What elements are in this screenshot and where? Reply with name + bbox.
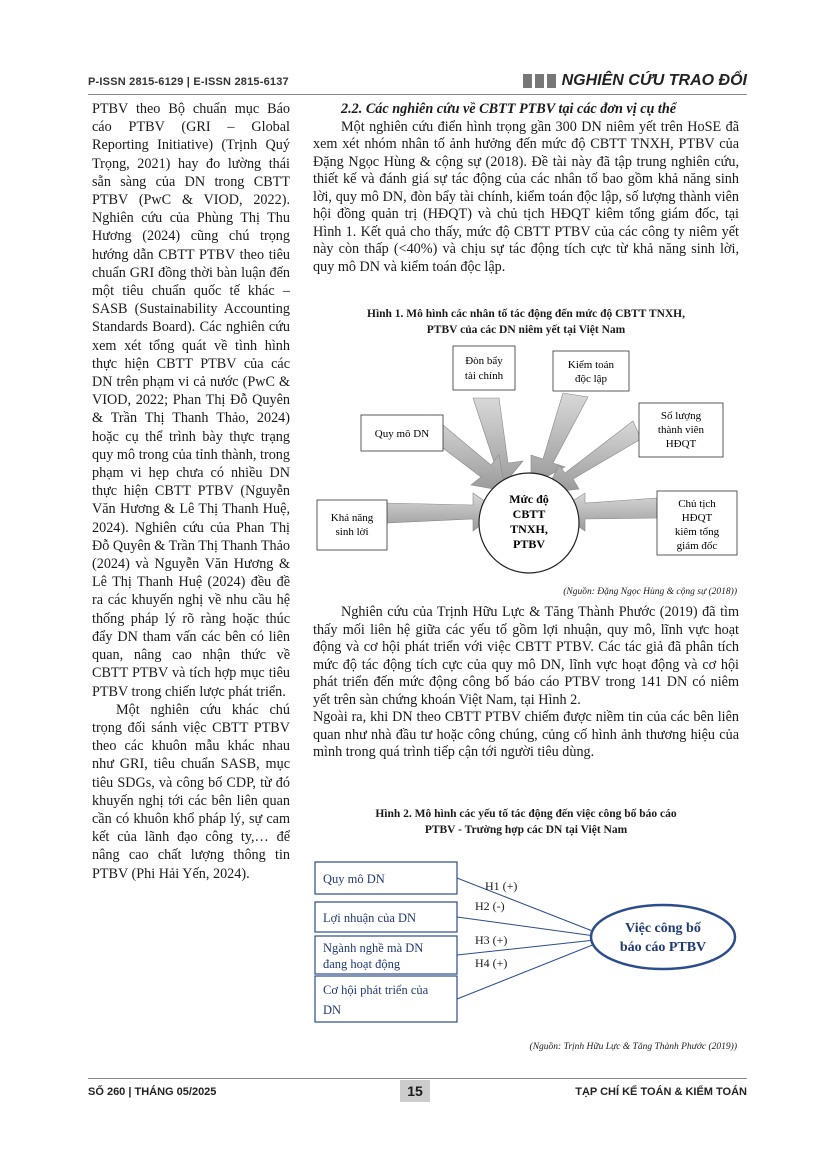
ceo-label-4: giám đốc (676, 540, 718, 552)
box-industry-label-2: đang hoạt động (323, 957, 401, 971)
box-growth-label-1: Cơ hội phát triển của (323, 983, 429, 997)
center-label-1: Mức độ (509, 492, 549, 506)
left-column (92, 100, 290, 883)
hypothesis-h2: H2 (-) (475, 899, 505, 913)
box-industry-label-1: Ngành nghề mà DN (323, 941, 424, 955)
figure1-diagram (313, 343, 743, 593)
figure2-caption-line1: Hình 2. Mô hình các yếu tố tác động đến việc công bố báo cáo (375, 808, 677, 820)
section-title: NGHIÊN CỨU TRAO ĐỔI (561, 72, 747, 89)
figure1-caption-line2: PTBV của các DN niêm yết tại Việt Nam (426, 324, 626, 336)
right-paragraph-3: Ngoài ra, khi DN theo CBTT PTBV chiếm được niềm tin của các bên liên quan như nhà đầu tư hoặc công chúng, củng cố hình ảnh thương hiệu của mình trong quá trình tiếp cận tới người tiêu dùng. (313, 709, 739, 760)
size-label: Quy mô DN (374, 428, 430, 440)
issn-header: P-ISSN 2815-6129 | E-ISSN 2815-6137 (88, 76, 289, 88)
outcome-label-1: Việc công bố (625, 921, 701, 936)
ceo-label-1: Chủ tịch (678, 498, 716, 510)
audit-label-1: Kiểm toán (567, 359, 615, 371)
center-label-4: PTBV (512, 537, 546, 551)
figure2-source: (Nguồn: Trịnh Hữu Lực & Tăng Thành Phước (2019)) (529, 1042, 737, 1052)
right-column-top (313, 101, 739, 276)
center-label-2: CBTT (512, 507, 546, 521)
ceo-label-3: kiêm tổng (674, 526, 720, 538)
right-column-middle (313, 604, 739, 762)
ceo-label-2: HĐQT (681, 512, 713, 524)
figure1-caption-line1: Hình 1. Mô hình các nhân tố tác động đến mức độ CBTT TNXH, (367, 308, 685, 320)
journal-name: TẠP CHÍ KẾ TOÁN & KIỂM TOÁN (575, 1086, 747, 1098)
header-divider (88, 94, 747, 95)
box-profit (317, 500, 387, 550)
outcome-label-2: báo cáo PTBV (619, 940, 707, 955)
audit-label-2: độc lập (574, 373, 608, 385)
box-audit (553, 351, 629, 391)
issue-info: SỐ 260 | THÁNG 05/2025 (88, 1086, 217, 1098)
hypothesis-h4: H4 (+) (475, 956, 508, 970)
hypothesis-h3: H3 (+) (475, 933, 508, 947)
board-label-2: thành viên (657, 424, 705, 436)
footer-divider (88, 1078, 747, 1079)
profit-label-2: sinh lời (335, 526, 369, 538)
profit-label-1: Khả năng (330, 512, 374, 524)
center-label-3: TNXH, (510, 522, 548, 536)
box-profit-label: Lợi nhuận của DN (323, 911, 417, 925)
board-label-3: HĐQT (665, 438, 697, 450)
page-number: 15 (400, 1080, 430, 1102)
outcome-ellipse (591, 905, 735, 969)
box-growth-label-2: DN (323, 1003, 342, 1017)
board-label-1: Số lượng (660, 410, 702, 422)
left-paragraph-2: Một nghiên cứu khác chú trọng đối sánh việc CBTT PTBV theo các khuôn mẫu khác nhau như GRI, tiêu chuẩn SASB, mục tiêu SDGs, và công bố CDP, từ đó khuyến nghị tới các bên liên quan cần có khuôn khổ pháp lý, sự cam kết của lãnh đạo công ty,… để nâng cao chất lượng thông tin PTBV (Phi Hải Yến, 2024). (92, 701, 290, 882)
section-header (523, 72, 747, 90)
left-paragraph-1: PTBV theo Bộ chuẩn mục Báo cáo PTBV (GRI – Global Reporting Initiative) (Trịnh Quý Trọng, 2021) hay đo lường thái sẵn sàng của DN trong CBTT PTBV (PwC & VIOD, 2022). Nghiên cứu của Phùng Thị Thu Hương (2024) cũng chú trọng hướng dẫn CBTT PTBV theo tiêu chuẩn GRI đồng thời bàn luận đến một tiêu chuẩn quốc tế khác – SASB (Sustainability Accounting Standards Board). Các nghiên cứu xem xét tổng quát về tình hình thực hiện CBTT PTBV của các DN trên phạm vi cả nước (PwC & VIOD, 2022; Phan Thị Đỗ Quyên & Trần Thị Thanh Thảo, 2024) hoặc cụ thể trình bày thực trạng quy mô trong của tỉnh thành, trong phạm vi hẹp chưa có nhiều DN thực hiện CBTT PTBV (Nguyễn Văn Hương & Lê Thị Thanh Huệ, 2024). Nghiên cứu của Phan Thị Đỗ Quyên & Trần Thị Thanh Thảo (2024) và Nguyễn Văn Hương & Lê Thị Thanh Huệ (2024) đều đề ra các khuyến nghị về nhu cầu hệ thống pháp lý rõ ràng hoặc thúc đẩy DN tham vấn các bên có liên quan, nâng cao nhận thức về CBTT PTBV và tích hợp mục tiêu PTBV trong chiến lược phát triển. (92, 101, 290, 700)
figure1-caption (313, 306, 739, 338)
figure2-caption-line2: PTBV - Trường hợp các DN tại Việt Nam (424, 824, 628, 836)
right-paragraph-2: Nghiên cứu của Trịnh Hữu Lực & Tăng Thành Phước (2019) đã tìm thấy mối liên hệ giữa các yếu tố gồm lợi nhuận, quy mô, lĩnh vực hoạt động và cơ hội phát triển với việc CBTT PTBV. Các tác giả đã phân tích mức độ tác động tích cực của quy mô DN, lĩnh vực hoạt động và cơ hội phát triển đến mức động công bố báo cáo PTBV trong 141 DN có niêm yết trên sàn chứng khoán Việt Nam, tại Hình 2. (313, 604, 739, 708)
box-size-label: Quy mô DN (323, 872, 385, 886)
figure1-source: (Nguồn: Đặng Ngọc Hùng & cộng sự (2018)) (563, 587, 737, 597)
figure2-caption (313, 806, 739, 838)
header-bars-icon (523, 74, 556, 88)
leverage-label-1: Đòn bẩy (465, 355, 503, 367)
hypothesis-h1: H1 (+) (485, 879, 518, 893)
section-heading: 2.2. Các nghiên cứu về CBTT PTBV tại các đơn vị cụ thể (341, 101, 677, 117)
leverage-label-2: tài chính (464, 370, 504, 382)
figure2-diagram (313, 840, 743, 1030)
box-leverage (453, 346, 515, 390)
right-paragraph-1: Một nghiên cứu điển hình trọng gần 300 DN niêm yết trên HoSE đã xem xét nhóm nhân tố ảnh hưởng đến mức độ CBTT TNXH, PTBV của Đặng Ngọc Hùng & cộng sự (2018). Đề tài này đã tập trung nghiên cứu, thiết kế và đánh giá sự tác động của các nhân tố bao gồm khả năng sinh lời, quy mô DN, đòn bẩy tài chính, kiểm toán độc lập, số lượng thành viên hội đồng quản trị (HĐQT) và chủ tịch HĐQT kiêm tổng giám đốc, tại Hình 1. Kết quả cho thấy, mức độ CBTT PTBV của các công ty niêm yết này còn thấp (<40%) và chịu sự tác động tích cực từ khả năng sinh lời, quy mô DN và kiểm toán độc lập. (313, 118, 739, 275)
